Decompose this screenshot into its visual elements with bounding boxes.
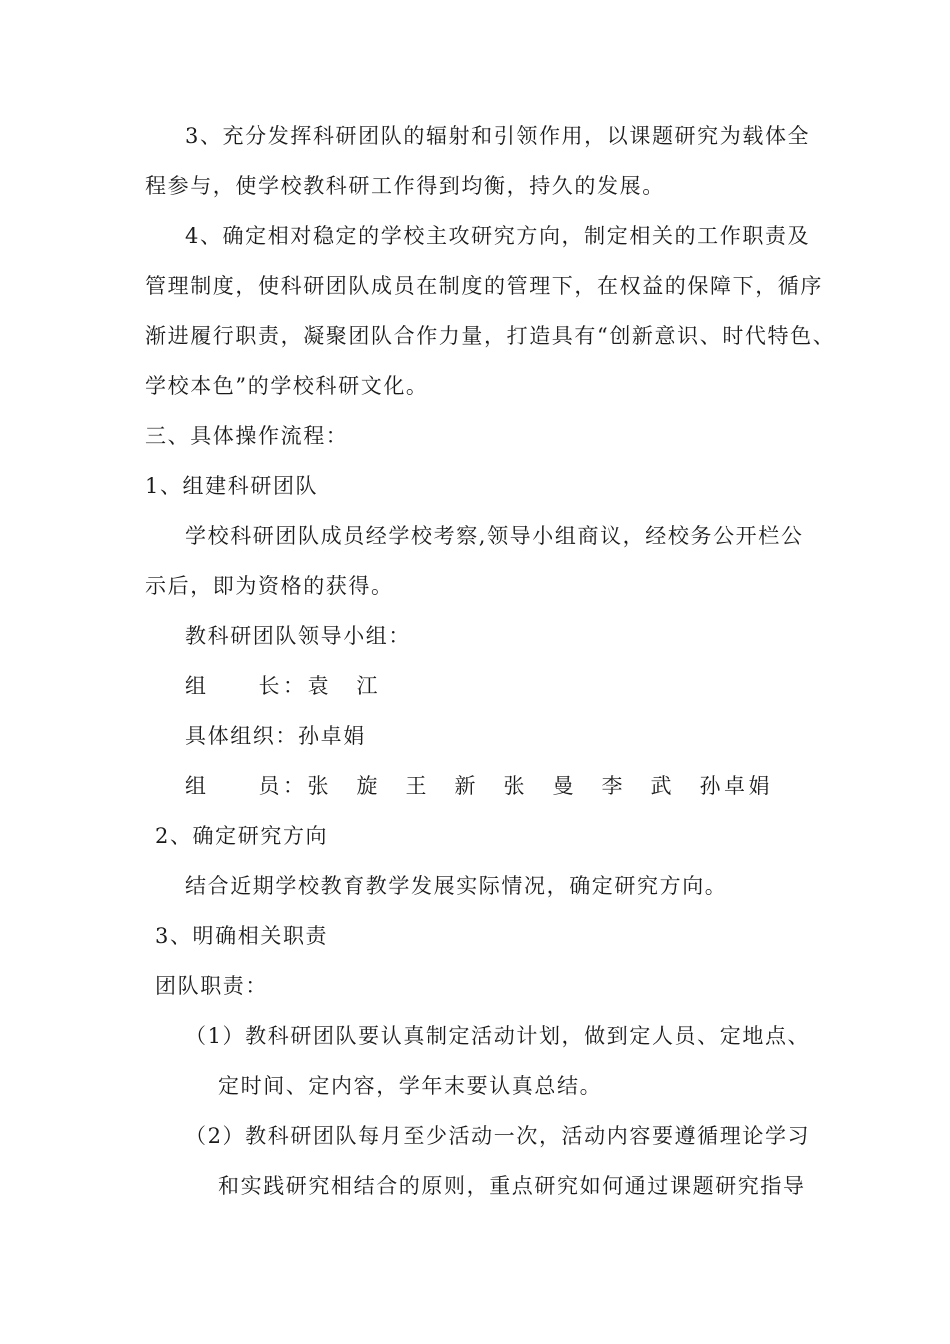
paragraph-line: 示后，即为资格的获得。 [145,574,394,598]
paragraph-line: 结合近期学校教育教学发展实际情况，确定研究方向。 [185,874,728,898]
list-item-line: 和实践研究相结合的原则，重点研究如何通过课题研究指导 [218,1174,806,1198]
paragraph-line: 学校本色”的学校科研文化。 [145,374,429,398]
paragraph-line: 渐进履行职责，凝聚团队合作力量，打造具有“创新意识、时代特色、 [145,324,836,348]
paragraph-line: 团队职责： [155,974,268,998]
paragraph-line: 3、充分发挥科研团队的辐射和引领作用，以课题研究为载体全 [185,124,811,148]
paragraph-line: 管理制度，使科研团队成员在制度的管理下，在权益的保障下，循序 [145,274,823,298]
paragraph-line: 4、确定相对稳定的学校主攻研究方向，制定相关的工作职责及 [185,224,811,248]
section-heading: 三、具体操作流程： [145,424,349,448]
subsection-heading: 2、确定研究方向 [155,824,329,848]
list-item-line: （2）教科研团队每月至少活动一次，活动内容要遵循理论学习 [185,1124,811,1148]
paragraph-line: 程参与，使学校教科研工作得到均衡，持久的发展。 [145,174,665,198]
subsection-heading: 3、明确相关职责 [155,924,329,948]
list-item-line: 定时间、定内容，学年末要认真总结。 [218,1074,603,1098]
paragraph-line: 学校科研团队成员经学校考察,领导小组商议，经校务公开栏公 [185,524,804,548]
list-item-line: （1）教科研团队要认真制定活动计划，做到定人员、定地点、 [185,1024,811,1048]
organizer-line: 具体组织：孙卓娟 [185,724,366,748]
members-line: 组 员：张 旋 王 新 张 曼 李 武 孙卓娟 [185,774,773,798]
paragraph-line: 教科研团队领导小组： [185,624,411,648]
leader-line: 组 长：袁 江 [185,674,381,698]
subsection-heading: 1、组建科研团队 [145,474,319,498]
